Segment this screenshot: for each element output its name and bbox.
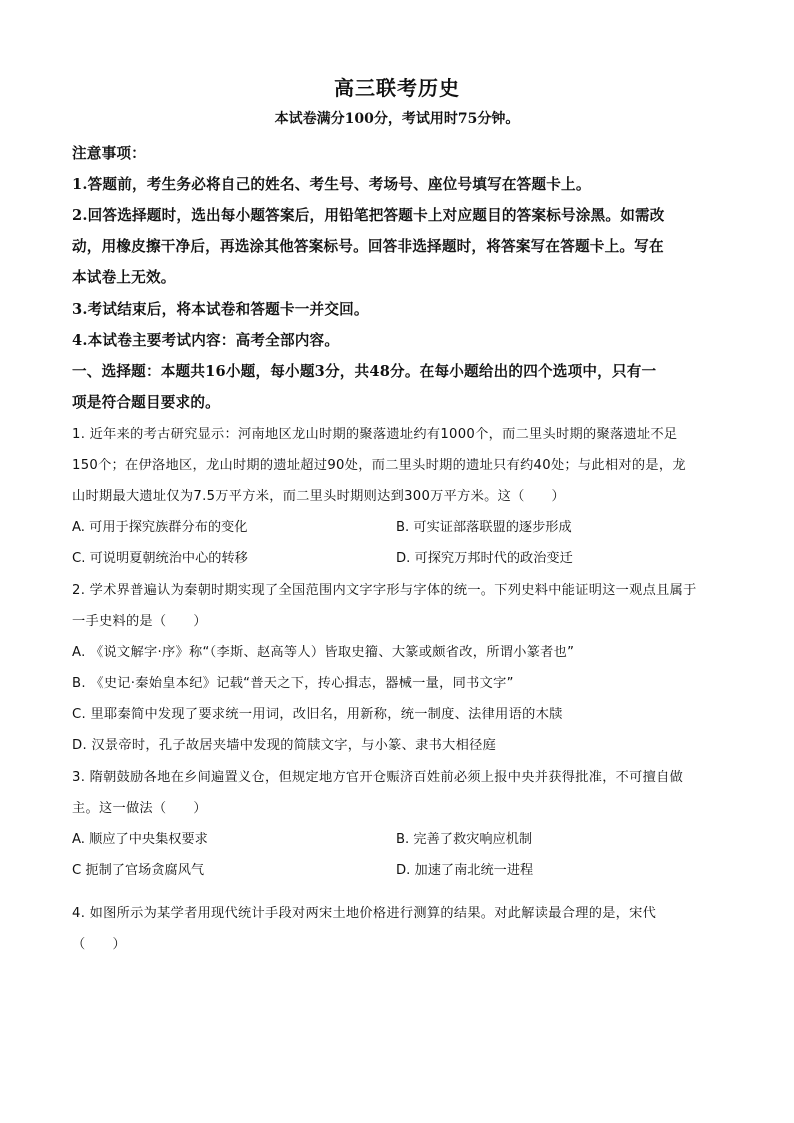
question-4-line-2: （ ） (72, 937, 126, 952)
question-1-option-d: D. 可探究万邦时代的政治变迁 (396, 551, 573, 566)
question-3-line-1: 3. 隋朝鼓励各地在乡间遍置义仓，但规定地方官开仓赈济百姓前必须上报中央并获得批准，不可擅自做 (72, 770, 684, 785)
question-2-line-2: 一手史料的是（ ） (72, 614, 207, 629)
question-2-option-c: C. 里耶秦简中发现了要求统一用词，改旧名，用新称，统一制度、法律用语的木牍 (72, 707, 563, 722)
notice-item-1: 1.答题前，考生务必将自己的姓名、考生号、考场号、座位号填写在答题卡上。 (72, 176, 591, 193)
question-3-line-2: 主。这一做法（ ） (72, 801, 207, 816)
question-3-option-a: A. 顺应了中央集权要求 (72, 832, 208, 847)
question-1-option-a: A. 可用于探究族群分布的变化 (72, 520, 248, 535)
exam-subtitle: 本试卷满分100分，考试用时75分钟。 (274, 111, 520, 127)
question-2-option-d: D. 汉景帝时，孔子故居夹墙中发现的简牍文字，与小篆、隶书大相径庭 (72, 738, 497, 753)
question-2-option-b: B. 《史记·秦始皇本纪》记载“普天之下，抟心揖志，器械一量，同书文字” (72, 676, 514, 691)
exam-title: 高三联考历史 (334, 76, 460, 100)
question-3-option-c: C 扼制了官场贪腐风气 (72, 863, 205, 878)
notice-item-4: 4.本试卷主要考试内容：高考全部内容。 (72, 332, 340, 349)
question-1-line-1: 1. 近年来的考古研究显示：河南地区龙山时期的聚落遗址约有1000个，而二里头时期的聚落遗址不足 (72, 427, 678, 442)
question-1-line-3: 山时期最大遗址仅为7.5万平方米，而二里头时期则达到300万平方米。这（ ） (72, 489, 566, 504)
question-2-option-a: A. 《说文解字·序》称“（李斯、赵高等人）皆取史籀、大篆或颇省改，所谓小篆者也” (72, 645, 575, 660)
section-1-line-1: 一、选择题：本题共16小题，每小题3分，共48分。在每小题给出的四个选项中，只有一 (72, 363, 657, 380)
notice-item-3: 3.考试结束后，将本试卷和答题卡一并交回。 (72, 301, 369, 318)
question-3-option-d: D. 加速了南北统一进程 (396, 863, 534, 878)
notice-heading: 注意事项： (72, 145, 146, 162)
question-3-option-b: B. 完善了救灾响应机制 (396, 832, 533, 847)
notice-item-2-line-1: 2.回答选择题时，选出每小题答案后，用铅笔把答题卡上对应题目的答案标号涂黑。如需改 (72, 207, 665, 224)
question-4-line-1: 4. 如图所示为某学者用现代统计手段对两宋土地价格进行测算的结果。对此解读最合理的是，宋代 (72, 906, 657, 921)
section-1-line-2: 项是符合题目要求的。 (72, 394, 220, 411)
notice-item-2-line-3: 本试卷上无效。 (72, 269, 176, 286)
notice-item-2-line-2: 动，用橡皮擦干净后，再选涂其他答案标号。回答非选择题时，将答案写在答题卡上。写在 (72, 238, 664, 255)
question-2-line-1: 2. 学术界普遍认为秦朝时期实现了全国范围内文字字形与字体的统一。下列史料中能证明这一观点且属于 (72, 583, 697, 598)
question-1-line-2: 150个；在伊洛地区，龙山时期的遗址超过90处，而二里头时期的遗址只有约40处；与此相对的是，龙 (72, 458, 686, 473)
question-1-option-c: C. 可说明夏朝统治中心的转移 (72, 551, 248, 566)
question-1-option-b: B. 可实证部落联盟的逐步形成 (396, 520, 572, 535)
